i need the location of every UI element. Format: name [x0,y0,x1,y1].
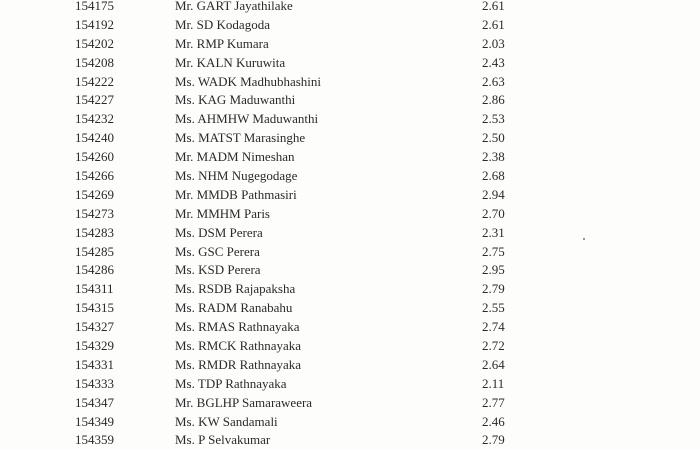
student-id: 154315 [75,300,114,316]
student-name: Ms. NHM Nugegodage [175,168,298,184]
list-item [0,16,700,35]
list-item [0,280,700,299]
student-name: Ms. RSDB Rajapaksha [175,281,296,297]
student-name: Mr. MADM Nimeshan [175,149,295,165]
list-item [0,431,700,450]
student-score: 2.61 [482,0,505,13]
student-score: 2.64 [482,356,505,372]
student-score: 2.70 [482,205,505,221]
student-score: 2.68 [482,168,505,184]
list-item [0,54,700,73]
student-name: Ms. TDP Rathnayaka [175,375,287,391]
list-item [0,375,700,394]
student-name: Ms. KSD Perera [175,262,261,278]
student-name: Mr. KALN Kuruwita [175,54,286,70]
student-score: 2.50 [482,130,505,146]
list-item [0,299,700,318]
list-item [0,35,700,54]
list-item [0,356,700,375]
student-name: Ms. MATST Marasinghe [175,130,306,146]
list-item [0,243,700,262]
student-name: Ms. GSC Perera [175,243,260,259]
student-id: 154327 [75,319,114,335]
list-item [0,0,700,16]
student-name: Ms. KW Sandamali [175,413,278,429]
student-name: Mr. MMDB Pathmasiri [175,186,297,202]
list-item [0,110,700,129]
list-item [0,186,700,205]
student-score: 2.61 [482,16,505,32]
student-id: 154208 [75,54,114,70]
student-score: 2.95 [482,262,505,278]
scan-speck [583,238,585,240]
student-score: 2.55 [482,300,505,316]
list-item [0,318,700,337]
student-id: 154269 [75,186,114,202]
student-score: 2.72 [482,338,505,354]
student-score: 2.75 [482,243,505,259]
student-score: 2.46 [482,413,505,429]
student-name: Ms. RMCK Rathnayaka [175,338,302,354]
student-name: Ms. RMDR Rathnayaka [175,356,302,372]
student-id: 154192 [75,16,114,32]
list-item [0,167,700,186]
student-id: 154333 [75,375,114,391]
student-name: Ms. WADK Madhubhashini [175,73,322,89]
student-name: Mr. BGLHP Samaraweera [175,394,313,410]
student-id: 154260 [75,149,114,165]
student-id: 154329 [75,338,114,354]
student-id: 154202 [75,35,114,51]
student-score: 2.03 [482,35,505,51]
student-id: 154347 [75,394,114,410]
list-item [0,73,700,92]
student-score: 2.79 [482,281,505,297]
student-id: 154331 [75,356,114,372]
student-name: Mr. SD Kodagoda [175,16,270,32]
list-item [0,205,700,224]
student-id: 154240 [75,130,114,146]
student-id: 154285 [75,243,114,259]
student-score: 2.43 [482,54,505,70]
student-score: 2.79 [482,432,505,448]
list-item [0,148,700,167]
student-score: 2.11 [482,375,505,391]
student-id: 154283 [75,224,114,240]
student-id: 154359 [75,432,114,448]
student-id: 154227 [75,92,114,108]
student-name: Mr. MMHM Paris [175,205,270,221]
list-item [0,224,700,243]
list-item [0,337,700,356]
student-id: 154311 [75,281,114,297]
student-id: 154349 [75,413,114,429]
list-item [0,394,700,413]
student-name: Ms. RADM Ranabahu [175,300,293,316]
student-id: 154286 [75,262,114,278]
student-name: Mr. GART Jayathilake [175,0,293,13]
student-score: 2.86 [482,92,505,108]
list-item [0,129,700,148]
student-score: 2.77 [482,394,505,410]
student-name: Ms. DSM Perera [175,224,263,240]
student-name: Ms. P Selvakumar [175,432,271,448]
list-item [0,91,700,110]
student-score: 2.31 [482,224,505,240]
student-name: Mr. RMP Kumara [175,35,269,51]
list-item [0,261,700,280]
student-score: 2.74 [482,319,505,335]
student-score: 2.53 [482,111,505,127]
student-id: 154222 [75,73,114,89]
student-name: Ms. KAG Maduwanthi [175,92,296,108]
student-score: 2.94 [482,186,505,202]
student-name: Ms. RMAS Rathnayaka [175,319,300,335]
student-id: 154175 [75,0,114,13]
student-id: 154266 [75,168,114,184]
student-id: 154232 [75,111,114,127]
student-score: 2.38 [482,149,505,165]
student-id: 154273 [75,205,114,221]
student-name: Ms. AHMHW Maduwanthi [175,111,319,127]
student-score: 2.63 [482,73,505,89]
list-item [0,413,700,432]
